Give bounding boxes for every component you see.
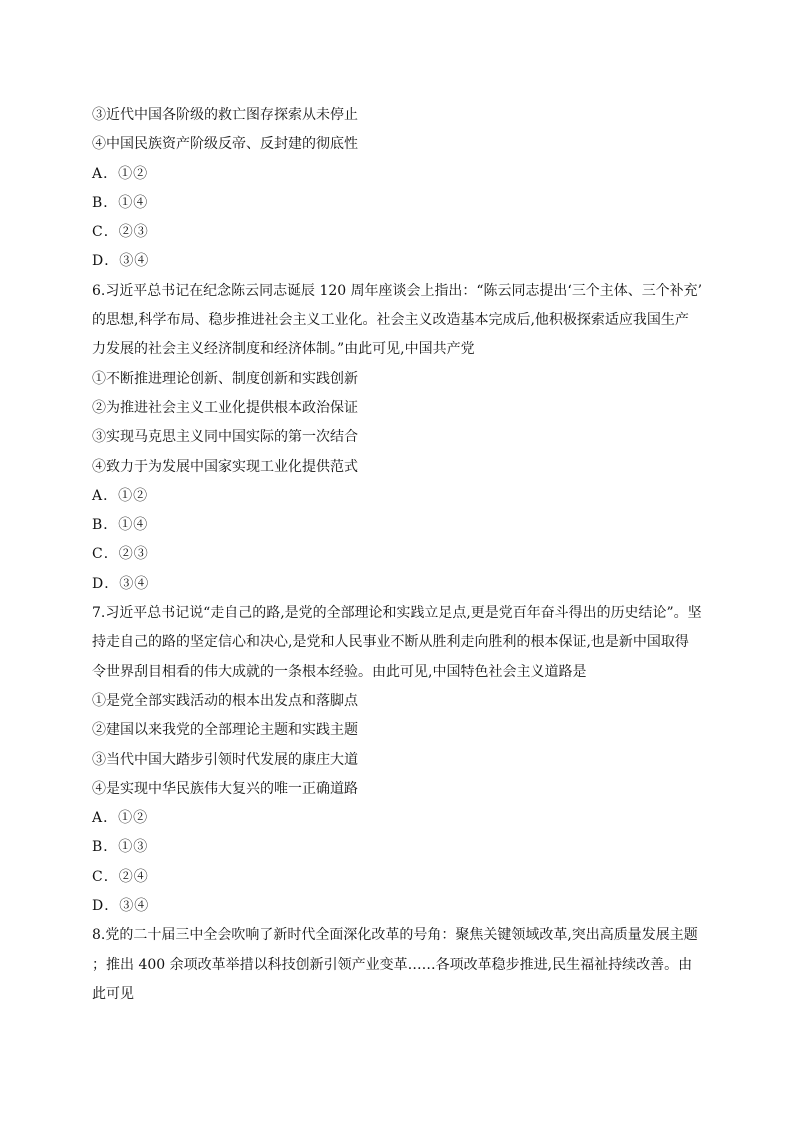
- q6-statement-2: ②为推进社会主义工业化提供根本政治保证: [92, 399, 358, 416]
- q6-statement-3: ③实现马克思主义同中国实际的第一次结合: [92, 429, 358, 446]
- q6-statement-4: ④致力于为发展中国家实现工业化提供范式: [92, 458, 358, 475]
- q8-stem-line-3: 此可见: [92, 985, 134, 1002]
- q7-statement-2: ②建国以来我党的全部理论主题和实践主题: [92, 722, 358, 739]
- q7-option-d[interactable]: D．③④: [92, 898, 150, 915]
- q6-option-a[interactable]: A．①②: [92, 487, 149, 504]
- q6-option-c[interactable]: C．②③: [92, 546, 149, 563]
- q7-option-b[interactable]: B．①③: [92, 839, 149, 856]
- q6-stem-line-1: 6.习近平总书记在纪念陈云同志诞辰 120 周年座谈会上指出：“陈云同志提出‘三个主体、三个补充’: [92, 282, 703, 299]
- q6-stem-line-2: 的思想,科学布局、稳步推进社会主义工业化。社会主义改造基本完成后,他积极探索适应我国生产: [92, 312, 689, 329]
- q5-option-a[interactable]: A．①②: [92, 165, 149, 182]
- q8-stem-line-2: ；推出 400 余项改革举措以科技创新引领产业变革……各项改革稳步推进,民生福祉持续改善。由: [92, 956, 693, 973]
- q8-stem-line-1: 8.党的二十届三中全会吹响了新时代全面深化改革的号角：聚焦关键领域改革,突出高质量发展主题: [92, 927, 698, 944]
- q7-statement-4: ④是实现中华民族伟大复兴的唯一正确道路: [92, 780, 358, 797]
- page-content: [92, 101, 702, 1009]
- q5-statement-3: ③近代中国各阶级的救亡图存探索从未停止: [92, 107, 358, 123]
- q7-option-a[interactable]: A．①②: [92, 810, 149, 827]
- q6-option-b[interactable]: B．①④: [92, 517, 149, 534]
- q6-stem-line-3: 力发展的社会主义经济制度和经济体制。”由此可见,中国共产党: [92, 341, 475, 358]
- q7-statement-1: ①是党全部实践活动的根本出发点和落脚点: [92, 692, 358, 709]
- q6-statement-1: ①不断推进理论创新、制度创新和实践创新: [92, 370, 358, 387]
- q5-option-c[interactable]: C．②③: [92, 224, 149, 241]
- q7-stem-line-2: 持走自己的路的坚定信心和决心,是党和人民事业不断从胜利走向胜利的根本保证,也是新中国取得: [92, 634, 689, 651]
- q5-statement-4: ④中国民族资产阶级反帝、反封建的彻底性: [92, 136, 358, 153]
- q7-stem-line-1: 7.习近平总书记说“走自己的路,是党的全部理论和实践立足点,更是党百年奋斗得出的历史结论”。坚: [92, 605, 702, 622]
- q7-option-c[interactable]: C．②④: [92, 868, 149, 885]
- q7-statement-3: ③当代中国大踏步引领时代发展的康庄大道: [92, 751, 358, 768]
- q7-stem-line-3: 令世界刮目相看的伟大成就的一条根本经验。由此可见,中国特色社会主义道路是: [92, 663, 587, 680]
- q5-option-b[interactable]: B．①④: [92, 194, 149, 211]
- q5-option-d[interactable]: D．③④: [92, 253, 150, 270]
- q6-option-d[interactable]: D．③④: [92, 575, 150, 592]
